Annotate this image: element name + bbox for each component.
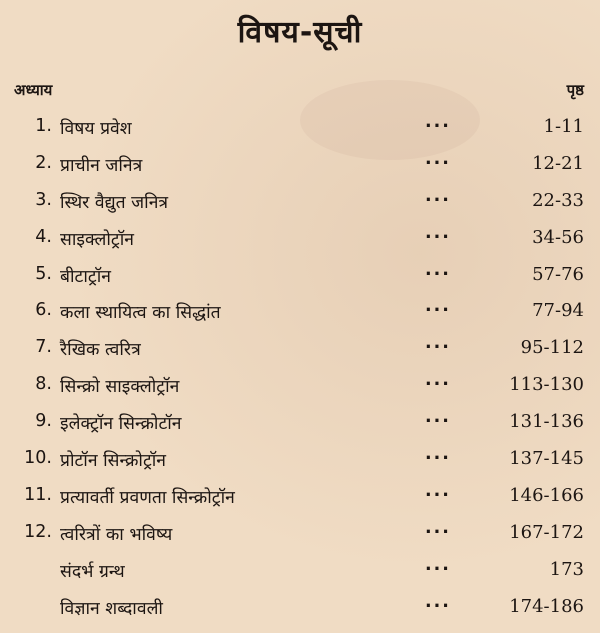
chapter-column-header: अध्याय — [14, 81, 53, 99]
toc-entry — [0, 296, 600, 337]
entry-number: 4. — [35, 226, 52, 247]
entry-pages: 167-172 — [509, 521, 584, 543]
page-column-header: पृष्ठ — [566, 81, 584, 99]
entry-title: इलेक्ट्रॉन सिन्क्रोटॉन — [60, 414, 182, 435]
entry-title: त्वरित्रों का भविष्य — [60, 524, 173, 545]
toc-entry — [0, 370, 600, 411]
entry-pages: 22-33 — [532, 189, 584, 211]
entry-number: 3. — [35, 189, 52, 210]
entry-title: स्थिर वैद्युत जनित्र — [60, 192, 169, 213]
leader-dots: ... — [425, 370, 451, 391]
entry-pages: 95-112 — [520, 337, 584, 359]
entry-number: 5. — [35, 263, 52, 284]
entry-pages: 12-21 — [532, 152, 584, 174]
entry-pages: 174-186 — [509, 595, 584, 617]
toc-entry — [0, 480, 600, 522]
entry-number: 1. — [35, 116, 52, 136]
entry-title: कला स्थायित्व का सिद्धांत — [60, 303, 221, 324]
leader-dots: ... — [425, 554, 451, 575]
entry-title: विज्ञान शब्दावली — [60, 598, 163, 619]
entry-pages: 34-56 — [532, 226, 584, 248]
entry-number: 9. — [35, 411, 52, 432]
leader-dots: ... — [425, 185, 451, 206]
toc-entry — [0, 517, 600, 559]
page-title: विषय-सूची — [237, 15, 363, 50]
entry-pages: 77-94 — [532, 300, 584, 322]
entry-pages: 173 — [549, 558, 584, 580]
entry-title: साइक्लोट्रॉन — [60, 229, 134, 250]
entry-title: प्राचीन जनित्र — [60, 155, 143, 176]
entry-pages: 146-166 — [509, 484, 584, 506]
toc-entry — [0, 407, 600, 448]
toc-entry — [0, 112, 600, 153]
toc-entry — [0, 148, 600, 190]
entry-number: 2. — [35, 152, 52, 173]
entry-number: 11. — [24, 484, 52, 505]
toc-entry — [0, 591, 600, 633]
entry-title: प्रत्यावर्ती प्रवणता सिन्क्रोट्रॉन — [60, 487, 235, 508]
leader-dots: ... — [425, 480, 451, 501]
toc-entry — [0, 554, 600, 596]
leader-dots: ... — [425, 296, 451, 317]
leader-dots: ... — [425, 591, 451, 612]
entry-number: 6. — [35, 300, 52, 321]
toc-entry — [0, 444, 600, 485]
toc-entry — [0, 259, 600, 301]
entry-title: प्रोटॉन सिन्क्रोट्रॉन — [60, 451, 167, 472]
leader-dots: ... — [425, 112, 451, 132]
entry-number: 12. — [24, 521, 52, 542]
leader-dots: ... — [425, 148, 451, 169]
entry-number: 8. — [35, 374, 52, 395]
leader-dots: ... — [425, 517, 451, 538]
leader-dots: ... — [425, 444, 451, 465]
entry-title: बीटाट्रॉन — [60, 266, 111, 287]
toc-entry — [0, 222, 600, 264]
entry-title: संदर्भ ग्रन्थ — [60, 561, 125, 582]
entry-title: रैखिक त्वरित्र — [60, 340, 141, 361]
leader-dots: ... — [425, 407, 451, 428]
toc-entry — [0, 185, 600, 227]
entry-pages: 57-76 — [532, 263, 584, 285]
entry-pages: 137-145 — [509, 448, 584, 470]
entry-pages: 131-136 — [509, 411, 584, 433]
leader-dots: ... — [425, 222, 451, 243]
entry-pages: 113-130 — [509, 374, 584, 396]
entry-number: 10. — [24, 448, 52, 469]
toc-entry — [0, 333, 600, 374]
entry-pages: 1-11 — [543, 116, 584, 137]
entry-number: 7. — [35, 337, 52, 358]
entry-title: विषय प्रवेश — [60, 119, 132, 139]
leader-dots: ... — [425, 259, 451, 280]
toc-list — [0, 112, 600, 632]
entry-title: सिन्क्रो साइक्लोट्रॉन — [60, 377, 180, 398]
leader-dots: ... — [425, 333, 451, 354]
